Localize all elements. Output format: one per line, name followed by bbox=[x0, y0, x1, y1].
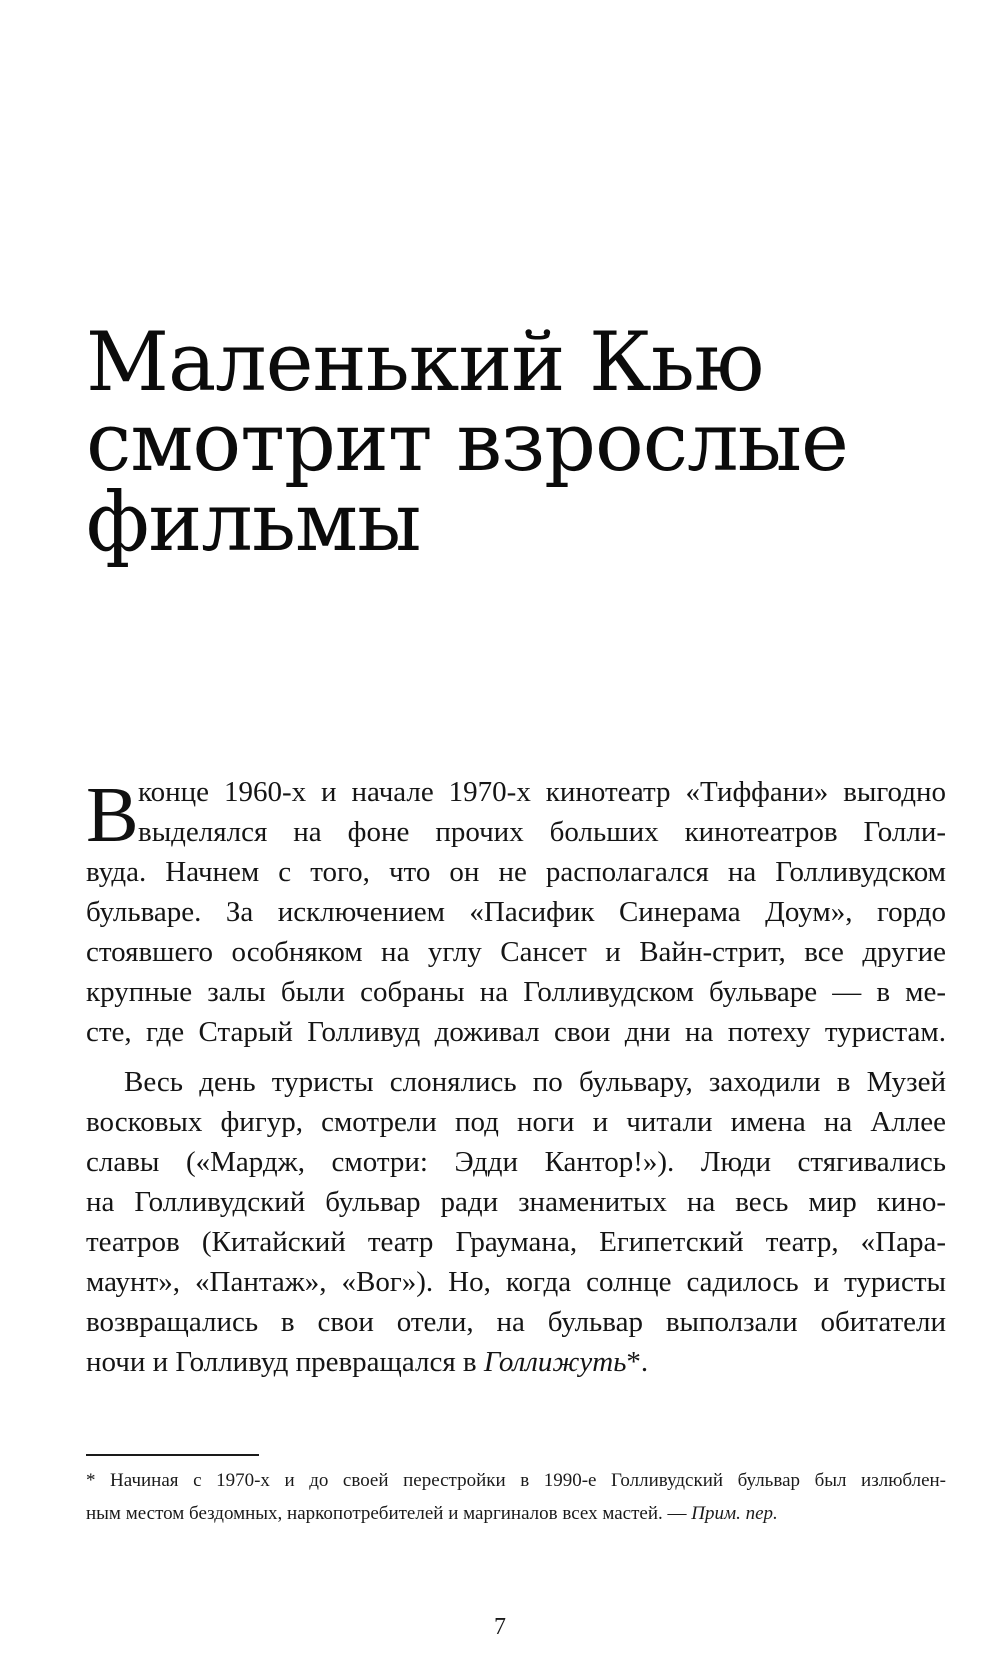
chapter-title-line-2: смотрит взрослые bbox=[86, 396, 848, 490]
chapter-title-line-1: Маленький Кью bbox=[86, 316, 764, 410]
paragraph-line: крупные залы были собраны на Голливудском бульваре — в ме- bbox=[86, 976, 946, 1008]
paragraph-line: вуда. Начнем с того, что он не располагался на Голливудском bbox=[86, 856, 946, 888]
drop-cap: В bbox=[86, 772, 139, 859]
paragraph-last-line bbox=[86, 1342, 946, 1382]
paragraph-line: стоявшего особняком на углу Сансет и Вайн-стрит, все другие bbox=[86, 936, 946, 968]
chapter-title-line-3: фильмы bbox=[86, 476, 421, 570]
paragraph-line: маунт», «Пантаж», «Вог»). Но, когда солнце садилось и туристы bbox=[86, 1266, 946, 1298]
body-text bbox=[86, 772, 946, 1382]
paragraph-line: бульваре. За исключением «Пасифик Синерама Доум», гордо bbox=[86, 896, 946, 928]
paragraph-line: конце 1960-х и начале 1970-х кинотеатр «Тиффани» выгодно bbox=[138, 776, 946, 808]
paragraph-line: славы («Мардж, смотри: Эдди Кантор!»). Люди стягивались bbox=[86, 1146, 946, 1178]
paragraph-line: сте, где Старый Голливуд доживал свои дни на потеху туристам. bbox=[86, 1016, 946, 1048]
paragraph-line: на Голливудский бульвар ради знаменитых на весь мир кино- bbox=[86, 1186, 946, 1218]
translator-note: Прим. пер. bbox=[691, 1503, 778, 1524]
footnote bbox=[86, 1464, 946, 1530]
paragraph-1 bbox=[86, 772, 946, 1052]
footnote-line-2 bbox=[86, 1497, 946, 1530]
paragraph-line: возвращались в свои отели, на бульвар выползали обитатели bbox=[86, 1306, 946, 1338]
italic-term: Голлижуть bbox=[483, 1346, 627, 1378]
page-number: 7 bbox=[494, 1614, 506, 1640]
paragraph-line: театров (Китайский театр Граумана, Египетский театр, «Пара- bbox=[86, 1226, 946, 1258]
footnote-line-1: * Начиная с 1970-х и до своей перестройки в 1990-е Голливудский бульвар был излюблен- bbox=[86, 1470, 946, 1491]
last-line-text: ночи и Голливуд превращался в bbox=[86, 1346, 484, 1378]
paragraph-line: Весь день туристы слонялись по бульвару, заходили в Музей bbox=[124, 1066, 946, 1098]
paragraph-line: восковых фигур, смотрели под ноги и читали имена на Аллее bbox=[86, 1106, 946, 1138]
paragraph-2 bbox=[86, 1062, 946, 1382]
chapter-title bbox=[86, 316, 946, 570]
footnote-text: ным местом бездомных, наркопотребителей и маргиналов всех мастей. — bbox=[86, 1503, 692, 1524]
paragraph-line: выделялся на фоне прочих больших кинотеатров Голли- bbox=[138, 816, 946, 848]
footnote-marker: *. bbox=[626, 1346, 649, 1378]
footnote-divider bbox=[86, 1454, 259, 1456]
